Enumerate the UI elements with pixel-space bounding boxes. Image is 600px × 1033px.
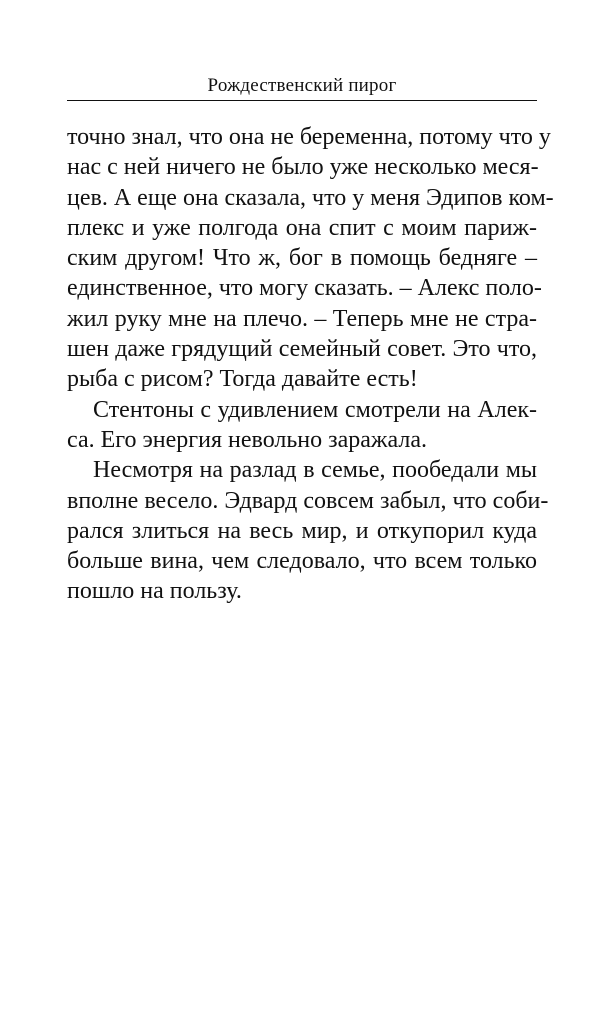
text-line: точно знал, что она не беременна, потому что у bbox=[67, 124, 551, 150]
text-line: ским другом! Что ж, бог в помощь бедняге – bbox=[67, 245, 537, 272]
text-line: са. Его энергия невольно заражала. bbox=[67, 426, 427, 453]
text-line: вполне весело. Эдвард совсем забыл, что соби- bbox=[67, 487, 549, 514]
text-line: рался злиться на весь мир, и откупорил куда bbox=[67, 517, 537, 544]
text-line: шен даже грядущий семейный совет. Это что, bbox=[67, 336, 537, 363]
running-header: Рождественский пирог bbox=[207, 75, 397, 96]
paragraph-1 bbox=[67, 122, 554, 395]
text-line: нас с ней ничего не было уже несколько меся- bbox=[67, 154, 539, 181]
text-line: пошло на пользу. bbox=[67, 578, 242, 605]
text-line: жил руку мне на плечо. – Теперь мне не стра- bbox=[67, 305, 537, 332]
text-line: Стентоны с удивлением смотрели на Алек- bbox=[93, 396, 537, 423]
text-line: Несмотря на разлад в семье, пообедали мы bbox=[93, 457, 537, 484]
text-line: единственное, что могу сказать. – Алекс поло- bbox=[67, 275, 542, 302]
text-line: рыба с рисом? Тогда давайте есть! bbox=[67, 366, 418, 393]
text-line: цев. А еще она сказала, что у меня Эдипов ком- bbox=[67, 184, 554, 211]
body-text bbox=[67, 122, 554, 607]
text-line: больше вина, чем следовало, что всем только bbox=[67, 548, 537, 575]
paragraph-3 bbox=[67, 455, 549, 606]
header-rule bbox=[67, 100, 537, 101]
paragraph-2 bbox=[67, 395, 537, 456]
text-line: плекс и уже полгода она спит с моим париж- bbox=[67, 214, 537, 241]
